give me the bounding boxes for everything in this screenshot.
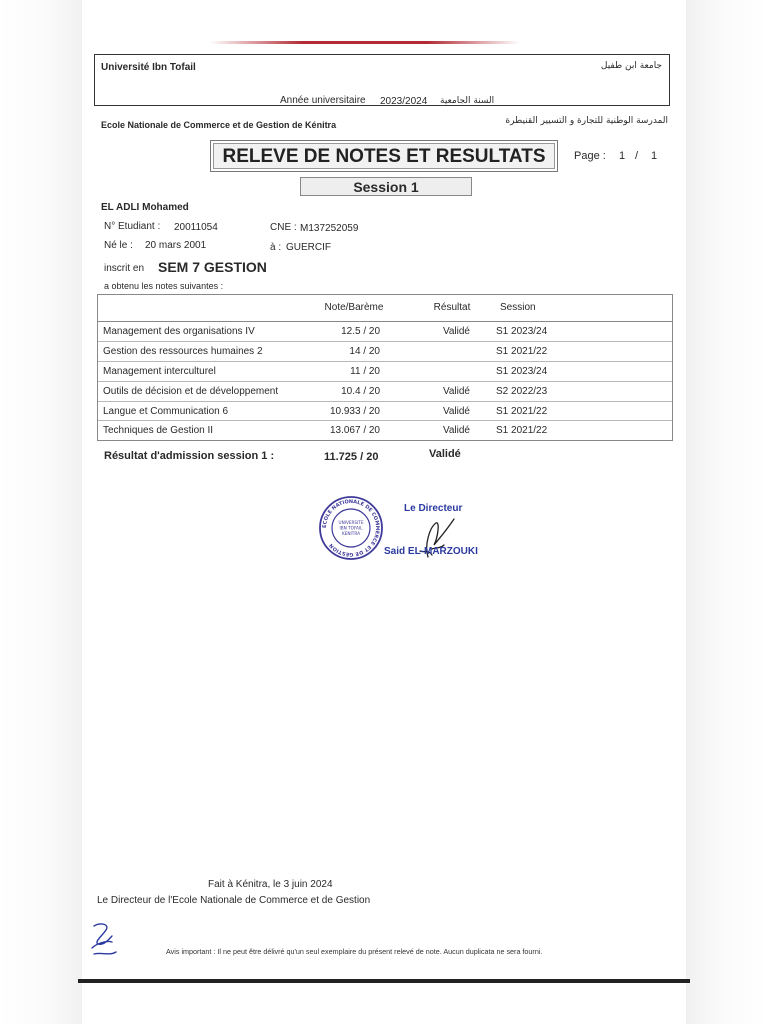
table-row xyxy=(98,342,672,362)
school-name-ar: المدرسة الوطنية للتجارة و التسيير القنيطرة xyxy=(505,116,668,126)
director-line: Le Directeur de l'Ecole Nationale de Commerce et de Gestion xyxy=(97,895,371,906)
document-title: RELEVE DE NOTES ET RESULTATS xyxy=(210,140,558,172)
school-seal-icon xyxy=(318,495,384,561)
academic-year-label: Année universitaire xyxy=(280,95,366,106)
module-session: S1 2023/24 xyxy=(496,365,548,377)
seal-line-1: UNIVERSITE xyxy=(338,520,364,525)
place-date: Fait à Kénitra, le 3 juin 2024 xyxy=(208,879,333,890)
module-session: S1 2021/22 xyxy=(496,345,548,357)
table-row xyxy=(98,421,672,440)
seal-ring-text: ECOLE NATIONALE DE COMMERCE ET DE GESTION xyxy=(321,498,381,558)
scan-bottom-edge xyxy=(78,979,690,983)
admission-result: Validé xyxy=(429,448,461,460)
module-note: 10.933 / 20 xyxy=(329,405,380,417)
header-note: Note/Barème xyxy=(324,302,384,313)
module-name: Gestion des ressources humaines 2 xyxy=(103,345,263,357)
student-id: 20011054 xyxy=(174,222,218,233)
table-row xyxy=(98,362,672,382)
session-title: Session 1 xyxy=(300,177,472,196)
handwritten-signature-icon xyxy=(410,515,460,565)
module-result xyxy=(428,362,470,381)
admission-label: Résultat d'admission session 1 : xyxy=(104,450,275,462)
module-session: S1 2023/24 xyxy=(496,326,548,337)
module-note: 12.5 / 20 xyxy=(341,326,380,337)
table-header xyxy=(98,295,672,322)
admission-score: 11.725 / 20 xyxy=(324,451,379,463)
signature-title: Le Directeur xyxy=(404,503,463,514)
important-notice: Avis important : Il ne peut être délivré qu'un seul exemplaire du présent relevé de note. Aucun duplicata ne sera fourni. xyxy=(166,947,543,956)
seal-line-2: IBN TOFAIL xyxy=(339,525,363,531)
module-session: S1 2021/22 xyxy=(496,405,548,417)
university-name-ar: جامعة ابن طفيل xyxy=(600,61,662,71)
header-result: Résultat xyxy=(433,302,471,313)
module-session: S2 2022/23 xyxy=(496,385,548,397)
module-result: Validé xyxy=(442,326,470,337)
module-name: Outils de décision et de développement xyxy=(103,385,279,397)
birth-date: 20 mars 2001 xyxy=(145,240,207,251)
signature-name: Said EL-MARZOUKI xyxy=(384,546,478,557)
module-note: 13.067 / 20 xyxy=(329,425,380,437)
enrolled-label: inscrit en xyxy=(104,263,145,274)
module-session: S1 2021/22 xyxy=(496,425,548,437)
module-name: Techniques de Gestion II xyxy=(103,425,214,437)
birth-place-label: à : xyxy=(270,242,282,253)
grades-table xyxy=(97,294,673,441)
cne-value: M137252059 xyxy=(300,223,359,234)
page-current: 1 xyxy=(619,150,626,162)
red-top-border xyxy=(210,41,520,44)
seal-line-3: KENITRA xyxy=(342,531,360,536)
page-separator: / xyxy=(635,150,639,162)
module-name: Management des organisations IV xyxy=(103,326,255,337)
student-name: EL ADLI Mohamed xyxy=(101,202,189,213)
module-name: Management interculturel xyxy=(103,365,216,377)
table-row xyxy=(98,322,672,342)
module-note: 14 / 20 xyxy=(349,345,380,357)
academic-year: 2023/2024 xyxy=(380,96,428,107)
module-name: Langue et Communication 6 xyxy=(103,405,229,417)
module-note: 10.4 / 20 xyxy=(341,385,380,397)
module-result: Validé xyxy=(442,425,470,437)
birth-place: GUERCIF xyxy=(286,242,331,253)
student-id-label: N° Etudiant : xyxy=(104,221,161,232)
school-name-fr: Ecole Nationale de Commerce et de Gestion de Kénitra xyxy=(101,120,337,130)
program-name: SEM 7 GESTION xyxy=(158,259,267,275)
table-row xyxy=(98,382,672,402)
university-name-fr: Université Ibn Tofail xyxy=(101,62,196,73)
page-label: Page : xyxy=(574,150,606,162)
table-row xyxy=(98,402,672,422)
page-total: 1 xyxy=(651,150,658,162)
cne-label: CNE : xyxy=(270,222,297,233)
scan-shadow-left xyxy=(0,0,82,1024)
obtained-label: a obtenu les notes suivantes : xyxy=(104,281,224,291)
header-session: Session xyxy=(500,302,536,313)
module-result xyxy=(428,342,470,361)
handwritten-initials-icon xyxy=(86,918,120,962)
module-note: 11 / 20 xyxy=(350,365,380,377)
module-result: Validé xyxy=(442,405,470,417)
academic-year-ar: السنة الجامعية xyxy=(440,96,495,106)
scan-shadow-right xyxy=(686,0,768,1024)
birth-label: Né le : xyxy=(104,240,133,251)
module-result: Validé xyxy=(442,385,470,397)
